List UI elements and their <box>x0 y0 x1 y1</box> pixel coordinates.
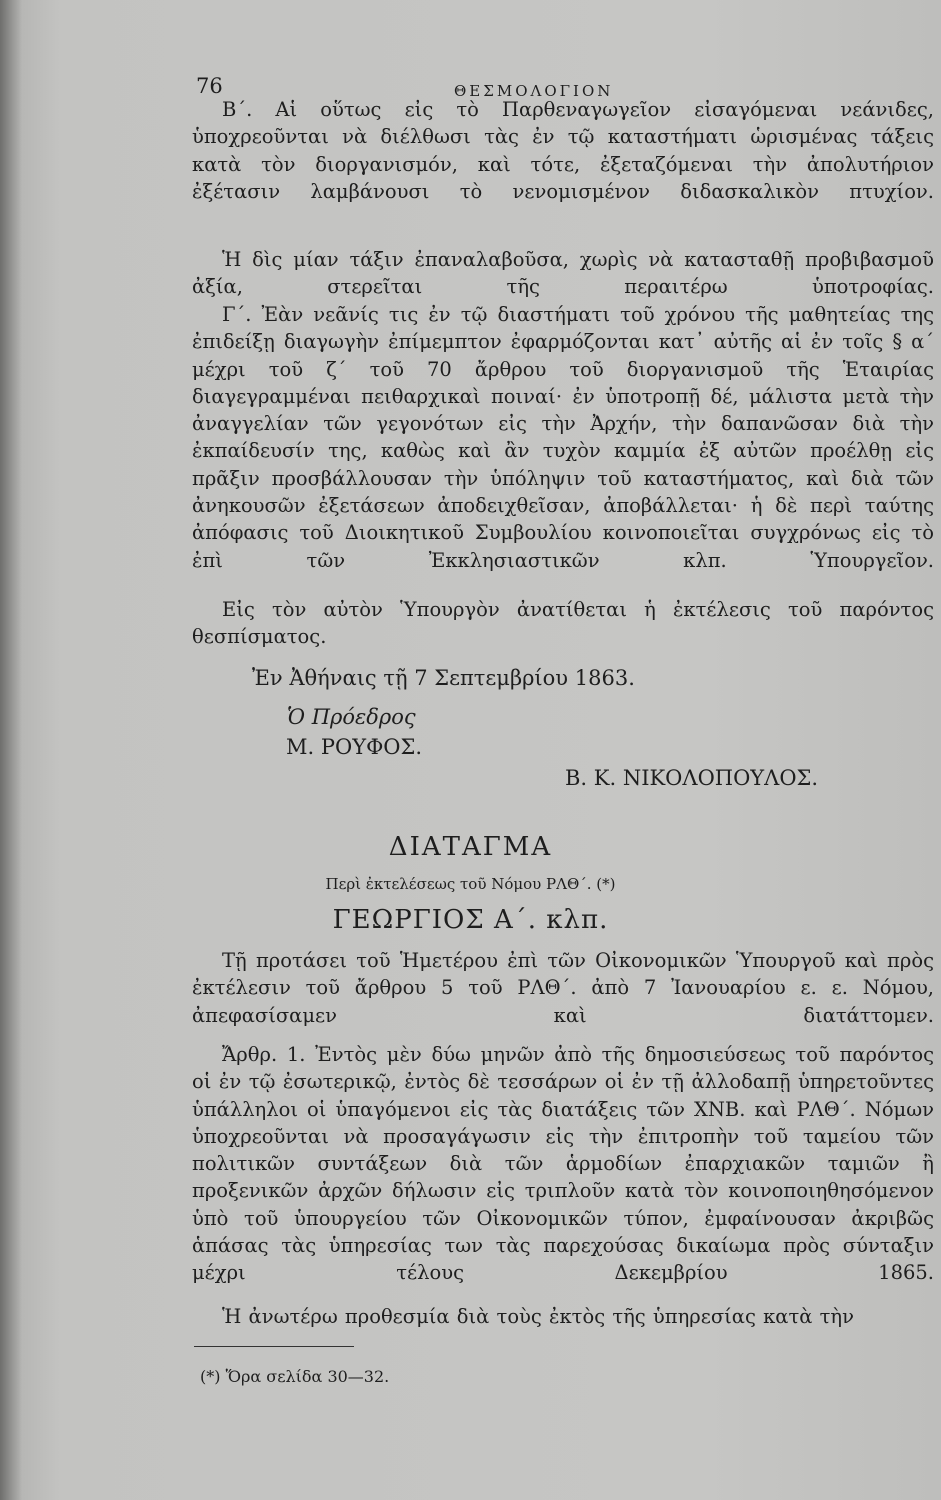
signature-president-label: Ὁ Πρόεδρος <box>287 705 416 729</box>
decree-subtitle: Περὶ ἐκτελέσεως τοῦ Νόμου ΡΛΘ΄. (*) <box>325 875 616 893</box>
decree-continuation: Ἡ ἀνωτέρω προθεσμία διὰ τοὺς ἐκτὸς τῆς ὑπηρεσίας κατὰ τὴν <box>222 1305 854 1328</box>
decree-king: ΓΕΩΡΓΙΟΣ Α΄. κλπ. <box>332 905 609 935</box>
page-number: 76 <box>196 74 223 98</box>
decree-article-1: Ἄρθρ. 1. Ἐντὸς μὲν δύω μηνῶν ἀπὸ τῆς δημοσιεύσεως τοῦ παρόντος οἱ ἐν τῷ ἐσωτερικῷ, ἐντὸς δὲ τεσσάρων οἱ ἐν τῇ ἀλλοδαπῇ ὑπηρετοῦντες ὑπάλληλοι οἱ ὑπαγόμενοι εἰς τὰς διατάξεις τῶν ΧΝΒ. καὶ ΡΛΘ΄. Νόμων ὑποχρεοῦνται νὰ προσαγάγωσιν εἰς τὴν ἐπιτροπὴν τοῦ ταμείου τῶν πολιτικῶν συντάξεων διὰ τῶν ἁρμοδίων ἐπαρχιακῶν ταμιῶν ἢ προξενικῶν ἀρχῶν δήλωσιν εἰς τριπλοῦν κατὰ τὸν κοινοποιηθησόμενον ὑπὸ τοῦ ὑπουργείου τῶν Οἰκονομικῶν τύπον, ἐμφαίνουσαν ἀκριβῶς ἁπάσας τὰς ὑπηρεσίας των τὰς παρεχούσας δικαίωμα πρὸς σύνταξιν μέχρι τέλους Δεκεμβρίου 1865. <box>192 1043 934 1285</box>
page-spine-shadow <box>0 0 22 1500</box>
signature-president-name: Μ. ΡΟΥΦΟΣ. <box>286 735 423 759</box>
decree-preamble: Τῇ προτάσει τοῦ Ἡμετέρου ἐπὶ τῶν Οἰκονομικῶν Ὑπουργοῦ καὶ πρὸς ἐκτέλεσιν τοῦ ἄρθρου 5 τοῦ ΡΛΘ΄. ἀπὸ 7 Ἰανουαρίου ε. ε. Νόμου, ἀπεφασίσαμεν καὶ διατάττομεν. <box>192 949 934 1027</box>
paragraph-g: Γ΄. Ἐὰν νεᾶνίς τις ἐν τῷ διαστήματι τοῦ χρόνου τῆς μαθητείας της ἐπιδείξῃ διαγωγὴν ἐπίμεμπτον ἐφαρμόζονται κατ᾽ αὐτῆς αἱ ἐν τοῖς § α΄ μέχρι τοῦ ζ΄ τοῦ 70 ἄρθρου τοῦ διοργανισμοῦ τῆς Ἑταιρίας διαγεγραμμέναι πειθαρχικαὶ ποιναί· ἐν ὑποτροπῇ δέ, μάλιστα μετὰ τὴν ἀναγγελίαν τῶν γεγονότων εἰς τὴν Ἀρχήν, τὴν δαπανῶσαν διὰ τὴν ἐκπαίδευσίν της, καθὼς καὶ ἂν τυχὸν καμμία ἐξ αὐτῶν προέλθῃ εἰς πρᾶξιν προσβάλλουσαν τὴν ὑπόληψιν τοῦ καταστήματος, καὶ διὰ τῶν ἀνηκουσῶν ἐξετάσεων ἀποδειχθεῖσαν, ἀποβάλλεται· ἡ δὲ περὶ ταύτης ἀπόφασις τοῦ Διοικητικοῦ Συμβουλίου κοινοποιεῖται συγχρόνως εἰς τὸ ἐπὶ τῶν Ἐκκλησιαστικῶν κλπ. Ὑπουργεῖον. <box>192 303 934 572</box>
footnote-rule <box>194 1346 354 1347</box>
signature-place-date: Ἐν Ἀθήναις τῇ 7 Σεπτεμβρίου 1863. <box>252 666 635 690</box>
paragraph-b: Β΄. Αἱ οὕτως εἰς τὸ Παρθεναγωγεῖον εἰσαγόμεναι νεάνιδες, ὑποχρεοῦνται νὰ διέλθωσι τὰς ἐν τῷ καταστήματι ὡρισμένας τάξεις κατὰ τὸν διοργανισμόν, καὶ τότε, ἐξεταζόμεναι τὴν ἀπολυτήριον ἐξέτασιν λαμβάνουσι τὸ νενομισμένον διδασκαλικὸν πτυχίον. <box>192 98 934 203</box>
decree-title: ΔΙΑΤΑΓΜΑ <box>388 832 553 862</box>
paragraph-repeat: Ἡ δὶς μίαν τάξιν ἐπαναλαβοῦσα, χωρὶς νὰ κατασταθῇ προβιβασμοῦ ἀξία, στερεῖται τῆς περαιτέρω ὑποτροφίας. <box>192 248 934 299</box>
paragraph-execution: Εἰς τὸν αὐτὸν Ὑπουργὸν ἀνατίθεται ἡ ἐκτέλεσις τοῦ παρόντος θεσπίσματος. <box>192 598 934 649</box>
signature-secretary-name: Β. Κ. ΝΙΚΟΛΟΠΟΥΛΟΣ. <box>565 766 819 790</box>
footnote: (*) Ὅρα σελίδα 30—32. <box>200 1367 390 1386</box>
running-title: ΘΕΣΜΟΛΟΓΙΟΝ <box>454 82 614 100</box>
